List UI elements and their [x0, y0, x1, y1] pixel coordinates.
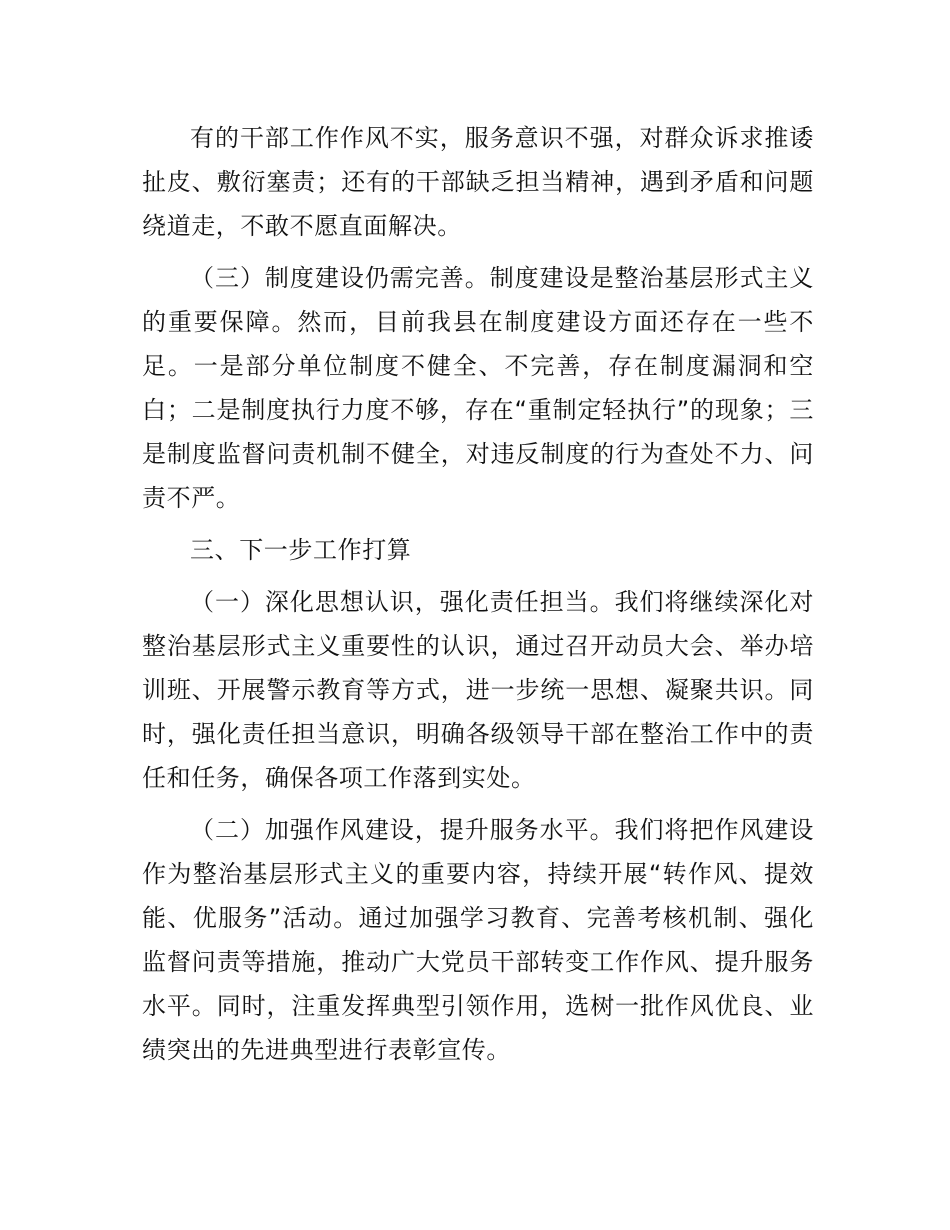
document-body — [142, 116, 814, 1080]
paragraph-work-style: 有的干部工作作风不实，服务意识不强，对群众诉求推诿扯皮、敷衍塞责；还有的干部缺乏担当精神，遇到矛盾和问题绕道走，不敢不愿直面解决。 — [142, 124, 814, 240]
section-heading-next-steps: 三、下一步工作打算 — [190, 536, 412, 564]
paragraph-strengthen-style: （二）加强作风建设，提升服务水平。我们将把作风建设作为整治基层形式主义的重要内容，持续开展“转作风、提效能、优服务”活动。通过加强学习教育、完善考核机制、强化监督问责等措施，推动广大党员干部转变工作作风、提升服务水平。同时，注重发挥典型引领作用，选树一批作风优良、业绩突出的先进典型进行表彰宣传。 — [142, 816, 814, 1064]
paragraph-system-building: （三）制度建设仍需完善。制度建设是整治基层形式主义的重要保障。然而，目前我县在制度建设方面还存在一些不足。一是部分单位制度不健全、不完善，存在制度漏洞和空白；二是制度执行力度不够，存在“重制定轻执行”的现象；三是制度监督问责机制不健全，对违反制度的行为查处不力、问责不严。 — [142, 264, 814, 512]
paragraph-deepen-awareness: （一）深化思想认识，强化责任担当。我们将继续深化对整治基层形式主义重要性的认识，通过召开动员大会、举办培训班、开展警示教育等方式，进一步统一思想、凝聚共识。同时，强化责任担当意识，明确各级领导干部在整治工作中的责任和任务，确保各项工作落到实处。 — [142, 588, 814, 792]
